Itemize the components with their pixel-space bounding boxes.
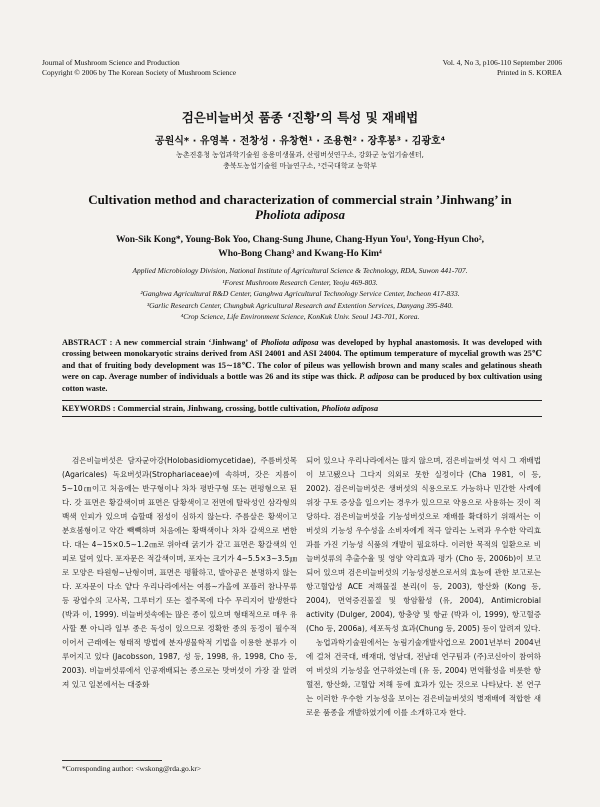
affiliation: ²Ganghwa Agricultural R&D Center, Ganghwa Agricultural Technology Service Center, Incheon 417-833. [140,289,460,298]
body-column-right [306,454,541,720]
affiliation: Applied Microbiology Division, National Institute of Agricultural Science & Technology, RDA, Suwon 441-707. [132,266,468,275]
body-column-left [62,454,297,692]
abstract-text: was developed by hyphal anastomosis. It was developed with crossing between monokaryotic strains derived from ASI 24001 and ASI 24004. The optimum temperature of mycelial growth was 25℃ and that of fruiting body development was 15∼18℃. The color of pileus was yellowish brown and many scales and gelatinous sheath were on cap. Average number of individuals a bottle was 26 and its stipe was thick. [62,338,542,382]
volume-header [443,58,562,78]
keywords-label: KEYWORDS : [62,404,116,413]
english-title-species: Pholiota adiposa [255,207,345,222]
korean-affiliations [0,150,600,172]
abstract-species: Pholiota adiposa [260,338,319,347]
abstract-species: P. adiposa [359,372,394,382]
keywords-rule-top [62,400,542,401]
english-title-line1: Cultivation method and characterization of commercial strain ’Jinhwang’ in [88,192,512,207]
affiliation: ³Garlic Research Center, Chungbuk Agricultural Research and Extention Services, Danyang 395-840. [146,300,454,310]
printed-in: Printed in S. KOREA [496,68,562,77]
journal-name: Journal of Mushroom Science and Production [42,58,180,67]
keywords-rule-bottom [62,416,542,417]
english-authors [0,233,600,261]
affiliation: ⁴Crop Science, Life Environment Science, KonKuk Univ. Seoul 143-701, Korea. [180,312,420,321]
english-affiliations [0,265,600,323]
english-authors-line1: Won-Sik Kong*, Young-Bok Yoo, Chang-Sung Jhune, Chang-Hyun You¹, Yong-Hyun Cho², [115,235,485,245]
journal-header [42,58,236,78]
footnote-rule [62,760,162,761]
keywords [62,404,542,413]
english-authors-line2: Who-Bong Chang³ and Kwang-Ho Kim⁴ [218,249,382,259]
keywords-species: Pholiota adiposa [321,404,379,413]
korean-affil-line: 농촌진흥청 농업과학기술원 응용미생물과, 산림버섯연구소, 강화군 농업기술센터, [176,151,424,159]
copyright: Copyright © 2006 by The Korean Society of Mushroom Science [42,68,237,77]
abstract-label: ABSTRACT : [62,338,113,347]
abstract [62,337,542,394]
abstract-text: A new commercial strain ‘Jinhwang’ of [112,338,261,347]
english-title [0,192,600,222]
abstract-text: can be produced by box cultivation using cotton waste. [62,372,543,393]
keywords-text: Commercial strain, Jinhwang, crossing, bottle cultivation, [115,404,322,413]
body-paragraph: 농업과학기술원에서는 농림기술개발사업으로 2001년부터 2004년에 걸쳐 건국대, 배재대, 영남대, 전남대 연구팀과 (주)코신아이 참여하여 버섯의 기능성을 연구하였는데 (유 등, 2004) 면역활성을 비롯한 항혈전, 항산화, 고혈압 저해 등에 효과가 있는 것으로 나타났다. 본 연구는 이러한 우수한 기능성을 보이는 검은비늘버섯의 병재배에 적합한 새로운 품종을 개발하였기에 이를 소개하고자 한다. [306,638,541,717]
affiliation: ¹Forest Mushroom Research Center, Yeoju 469-803. [222,277,378,287]
corresponding-author: *Corresponding author: <wskong@rda.go.kr> [62,764,202,773]
body-paragraph: 되어 있으나 우리나라에서는 많지 않으며, 검은비늘버섯 역시 그 재배법이 보고됐으나 그다지 의외로 못한 실정이다 (Cha 1981, 이 등, 2002). 검은비늘버섯은 생버섯의 식용으로도 가능하나 민간한 사례에 위장 구토 증상을 일으키는 경우가 있으므로 약용으로 사용하는 것이 적당하다. 검은비늘버섯을 기능성버섯으로 재배를 확대하기 위해서는 이 버섯의 기능성 우수성을 소비자에게 적극 알리는 노력과 우수한 약리효과를 가진 기능성 식품의 개발이 필요하다. 이러한 목적의 일환으로 비늘버섯류의 추출수율 및 영양 약리효과 평가 (Cho 등, 2006b)이 보고되어 있으며 검은비늘버섯의 기능성성분으로서의 효능에 관한 보고로는 항고혈압성 ACE 저해물질 분리(이 등, 2003), 항산화 (Kong 등, 2004), 면역증진물질 및 항암활성 (유, 2004), Antimicrobial activity (Dulger, 2004), 항충양 및 항균 (박과 이, 1999), 항고혈증(Cho 등, 2006a), 세포독성 효과(Chung 등, 2005) 등이 알려져 있다. [306,456,541,633]
korean-authors: 공원식* · 유영복 · 전창성 · 유창현¹ · 조용현² · 장후봉³ · 김광호⁴ [154,136,446,147]
korean-affil-line: 충북도농업기술원 마늘연구소, ¹건국대학교 농학부 [223,162,377,170]
body-paragraph: 검은비늘버섯은 담자균아강(Holobasidiomycetidae), 주름버섯목(Agaricales) 독요버섯과(Strophariaceae)에 속하며, 갓은 지름이 5∼10㎝이고 처음에는 반구형이나 차차 평반구형 또는 편평형으로 된다. 갓 표면은 황갈색이며 표면은 담황색이고 전면에 탈락성인 삼각형의 백색 인피가 있으며 습할때 점성이 심하지 않는다. 주름살은 황색이고 분흐봄형이고 약간 빽빽하며 처음에는 황백색이나 차차 갈색으로 변한다. 대는 4∼15×0.5∼1.2㎝로 위아래 굵기가 같고 표면은 황갈색의 인피로 덮여 있다. 포자문은 적갈색이며, 포자는 크기가 4∼5.5×3∼3.5㎛로 모양은 타원형∼난형이며, 표면은 평활하고, 발아공은 분명하지 않는다. 포자문이 다소 얕다 우리나라에서는 여름∼가을에 포플러 참나무류 등 광엽수의 고사목, 그루터기 또는 절주목에 다수 무리지어 발생한다 (박과 이, 1999). 비늘버섯속에는 많은 종이 있으며 형태적으로 매우 유사할 뿐 아니라 일부 종은 독성이 있으므로 정확한 종의 동정이 필수적이어서 근래에는 형태적 방법에 분자생물학적 기법을 이용한 분류가 이루어지고 있다 (Jacobsson, 1987, 성 등, 1998, 유, 1998, Cho 등, 2003). 비늘버섯류에서 인공재배되는 종으로는 맛버섯이 가장 잘 알려져 있고 일본에서는 대중화 [62,456,297,689]
volume-info: Vol. 4, No 3, p106-110 September 2006 [442,58,562,67]
korean-title: 검은비늘버섯 품종 ‘진황’의 특성 및 재배법 [181,110,419,125]
